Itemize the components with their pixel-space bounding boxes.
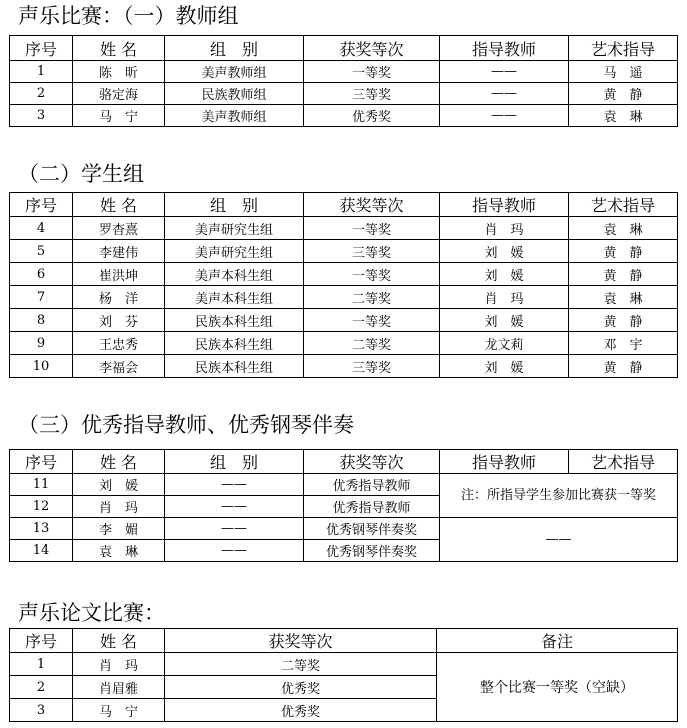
cell: 优秀奖	[165, 676, 437, 699]
cell: 5	[10, 240, 73, 263]
cell: 二等奖	[304, 286, 440, 309]
cell: 肖 玛	[73, 496, 165, 518]
cell: 李 媚	[73, 518, 165, 540]
section3-title: （三）优秀指导教师、优秀钢琴伴奏	[18, 413, 354, 437]
cell: 马 宁	[73, 699, 165, 722]
cell: 美声研究生组	[165, 240, 304, 263]
header-name: 姓 名	[73, 450, 165, 474]
table-row	[10, 474, 678, 496]
cell: 刘 媛	[440, 355, 569, 378]
cell: 民族本科生组	[165, 355, 304, 378]
cell: 14	[10, 540, 73, 562]
cell: 邓 宇	[569, 332, 678, 355]
table-row	[10, 61, 678, 83]
cell: 美声研究生组	[165, 217, 304, 240]
header-instructor: 指导教师	[440, 36, 569, 61]
cell: ——	[165, 518, 304, 540]
dash-cell: ——	[440, 518, 678, 562]
header-art-director: 艺术指导	[569, 193, 678, 217]
table-header-row	[10, 450, 678, 474]
cell: 三等奖	[304, 240, 440, 263]
cell: 肖 玛	[440, 217, 569, 240]
header-award: 获奖等次	[304, 36, 440, 61]
cell: 肖 玛	[440, 286, 569, 309]
cell: 11	[10, 474, 73, 496]
header-group: 组 别	[165, 36, 304, 61]
cell: 2	[10, 83, 73, 105]
cell: 黄 静	[569, 240, 678, 263]
cell: 2	[10, 676, 73, 699]
section4-title: 声乐论文比赛：	[18, 601, 165, 625]
cell: 二等奖	[304, 332, 440, 355]
cell: 4	[10, 217, 73, 240]
table-row	[10, 355, 678, 378]
table-row	[10, 653, 678, 676]
table-row	[10, 286, 678, 309]
cell: 刘 媛	[440, 309, 569, 332]
cell: 骆定海	[73, 83, 165, 105]
cell: 10	[10, 355, 73, 378]
cell: 杨 洋	[73, 286, 165, 309]
cell: 黄 静	[569, 355, 678, 378]
cell: 优秀奖	[165, 699, 437, 722]
cell: 黄 静	[569, 83, 678, 105]
table-row	[10, 518, 678, 540]
cell: 袁 琳	[569, 105, 678, 127]
cell: 刘 芬	[73, 309, 165, 332]
cell: 罗杳熹	[73, 217, 165, 240]
cell: 崔洪坤	[73, 263, 165, 286]
cell: ——	[440, 83, 569, 105]
cell: 黄 静	[569, 263, 678, 286]
cell: 美声本科生组	[165, 263, 304, 286]
cell: 美声本科生组	[165, 286, 304, 309]
cell: 一等奖	[304, 217, 440, 240]
remarks-cell: 整个比赛一等奖（空缺）	[437, 653, 678, 722]
cell: 7	[10, 286, 73, 309]
cell: 马 宁	[73, 105, 165, 127]
cell: 三等奖	[304, 83, 440, 105]
cell: 民族本科生组	[165, 332, 304, 355]
header-index: 序号	[10, 36, 73, 61]
table-header-row	[10, 36, 678, 61]
cell: 9	[10, 332, 73, 355]
cell: 李建伟	[73, 240, 165, 263]
header-index: 序号	[10, 629, 73, 653]
cell: 民族本科生组	[165, 309, 304, 332]
cell: 民族教师组	[165, 83, 304, 105]
cell: 优秀钢琴伴奏奖	[304, 540, 440, 562]
note-cell: 注：所指导学生参加比赛获一等奖	[440, 474, 678, 518]
cell: 马 遥	[569, 61, 678, 83]
header-art-director: 艺术指导	[569, 450, 678, 474]
cell: 优秀指导教师	[304, 496, 440, 518]
header-award: 获奖等次	[304, 450, 440, 474]
header-award: 获奖等次	[165, 629, 437, 653]
table-row	[10, 240, 678, 263]
cell: 二等奖	[165, 653, 437, 676]
header-index: 序号	[10, 450, 73, 474]
header-art-director: 艺术指导	[569, 36, 678, 61]
cell: 三等奖	[304, 355, 440, 378]
table-row	[10, 83, 678, 105]
cell: 一等奖	[304, 61, 440, 83]
cell: 优秀钢琴伴奏奖	[304, 518, 440, 540]
cell: 6	[10, 263, 73, 286]
header-group: 组 别	[165, 193, 304, 217]
table-header-row	[10, 193, 678, 217]
table-row	[10, 332, 678, 355]
cell: 李福会	[73, 355, 165, 378]
cell: 3	[10, 699, 73, 722]
table-row	[10, 309, 678, 332]
cell: 陈 昕	[73, 61, 165, 83]
header-name: 姓 名	[73, 193, 165, 217]
cell: 刘 媛	[440, 263, 569, 286]
paper-competition-table	[9, 628, 678, 722]
cell: 一等奖	[304, 309, 440, 332]
cell: 8	[10, 309, 73, 332]
cell: 1	[10, 653, 73, 676]
cell: 一等奖	[304, 263, 440, 286]
cell: 优秀奖	[304, 105, 440, 127]
cell: 1	[10, 61, 73, 83]
header-instructor: 指导教师	[440, 450, 569, 474]
cell: ——	[440, 105, 569, 127]
cell: 美声教师组	[165, 105, 304, 127]
cell: 刘 媛	[440, 240, 569, 263]
cell: 12	[10, 496, 73, 518]
teacher-group-table	[9, 35, 678, 127]
header-instructor: 指导教师	[440, 193, 569, 217]
header-group: 组 别	[165, 450, 304, 474]
cell: 刘 媛	[73, 474, 165, 496]
cell: 黄 静	[569, 309, 678, 332]
table-row	[10, 263, 678, 286]
cell: 王忠秀	[73, 332, 165, 355]
cell: 优秀指导教师	[304, 474, 440, 496]
cell: ——	[165, 496, 304, 518]
cell: ——	[165, 474, 304, 496]
cell: 袁 琳	[569, 286, 678, 309]
cell: 3	[10, 105, 73, 127]
excellent-awards-table	[9, 449, 678, 562]
table-row	[10, 105, 678, 127]
section2-title: （二）学生组	[18, 162, 144, 186]
table-row	[10, 217, 678, 240]
student-group-table	[9, 192, 678, 378]
cell: ——	[440, 61, 569, 83]
header-remarks: 备注	[437, 629, 678, 653]
cell: 13	[10, 518, 73, 540]
cell: 美声教师组	[165, 61, 304, 83]
header-name: 姓 名	[73, 36, 165, 61]
header-index: 序号	[10, 193, 73, 217]
cell: 袁 琳	[73, 540, 165, 562]
cell: 袁 琳	[569, 217, 678, 240]
table-header-row	[10, 629, 678, 653]
cell: 龙文莉	[440, 332, 569, 355]
section1-title: 声乐比赛：（一）教师组	[18, 4, 239, 28]
cell: ——	[165, 540, 304, 562]
header-award: 获奖等次	[304, 193, 440, 217]
cell: 肖眉雅	[73, 676, 165, 699]
cell: 肖 玛	[73, 653, 165, 676]
header-name: 姓 名	[73, 629, 165, 653]
